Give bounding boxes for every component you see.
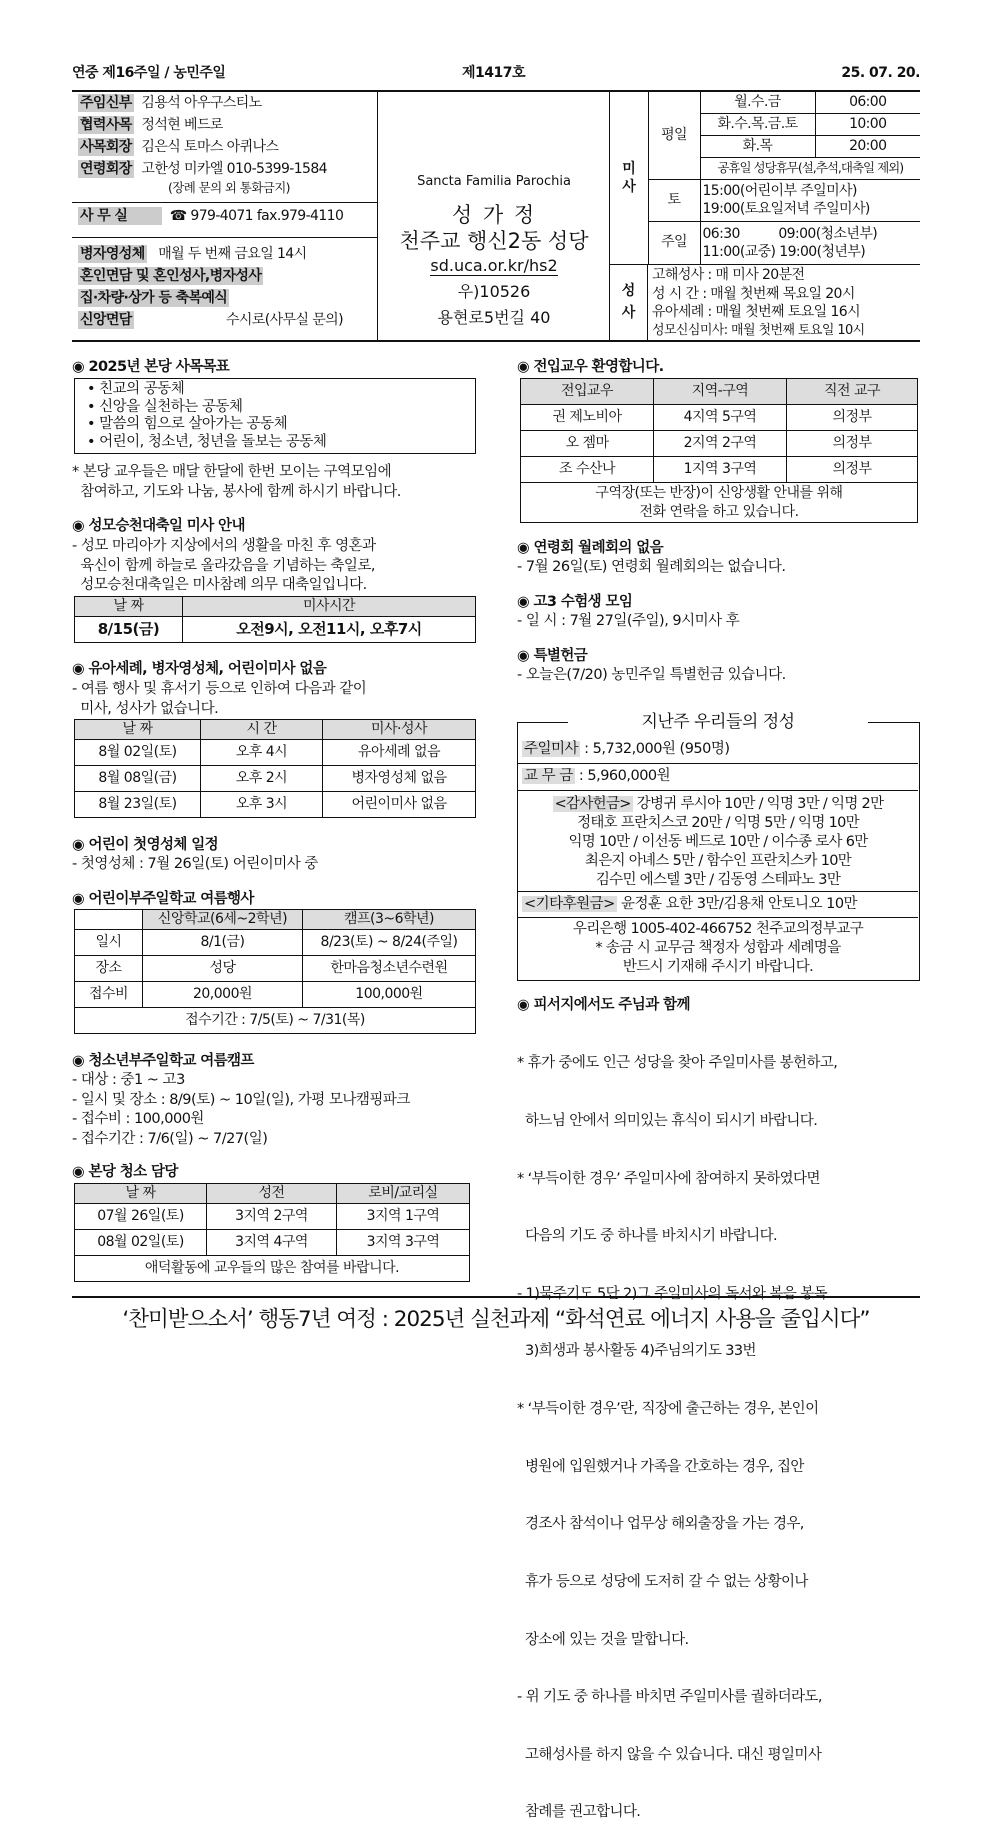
table-cell: 병자영성체 없음	[323, 766, 476, 792]
staff-value: 정석현 베드로	[141, 117, 223, 133]
table-row	[75, 982, 476, 1008]
table-row	[521, 457, 918, 483]
summer-line: 병원에 입원했거나 가족을 간호하는 경우, 집안	[517, 1458, 804, 1475]
table-cell: 일시	[75, 930, 143, 956]
assumption-text	[72, 537, 376, 596]
mass-saturday-label: 토	[648, 179, 700, 221]
council-text: - 7월 26일(토) 연령회 월례회의는 없습니다.	[517, 559, 786, 575]
staff-column	[72, 92, 378, 340]
table-header: 전입교우	[521, 379, 654, 405]
table-row	[75, 740, 476, 766]
communion-title: ◉ 어린이 첫영성체 일정	[72, 837, 219, 853]
table-cell: 성당	[143, 956, 303, 982]
exam-title: ◉ 고3 수험생 모임	[517, 594, 633, 610]
table-cell: 의정부	[787, 457, 918, 483]
table-cell: 3지역 3구역	[337, 1230, 470, 1256]
special-title: ◉ 특별헌금	[517, 648, 588, 664]
mass-saturday-1: 15:00(어린이부 주일미사)	[702, 183, 857, 199]
table-cell: 8/23(토) ~ 8/24(주일)	[303, 930, 476, 956]
table-row	[75, 956, 476, 982]
staff-label: 연령회장	[80, 161, 132, 177]
assumption-line: - 성모 마리아가 지상에서의 생활을 마친 후 영혼과	[72, 538, 376, 554]
sacrament-label-seong: 성	[621, 283, 636, 299]
service-label: 신앙면담	[80, 312, 132, 328]
assumption-line: 성모승천대축일은 미사참례 의무 대축일입니다.	[72, 577, 367, 593]
summer-line: 참례를 권고합니다.	[517, 1804, 641, 1821]
assumption-line: 육신이 함께 하늘로 올라갔음을 기념하는 축일로,	[72, 557, 376, 574]
summer-title: ◉ 피서지에서도 주님과 함께	[517, 997, 690, 1013]
offering-bank-line: * 송금 시 교무금 책정자 성함과 세례명을	[595, 940, 841, 956]
table-cell: 어린이미사 없음	[323, 792, 476, 818]
parish-address: 용현로5번길 40	[437, 308, 551, 327]
table-row	[75, 1204, 470, 1230]
staff-label: 사목회장	[80, 139, 132, 155]
mass-time: 10:00	[815, 113, 920, 135]
nomass-line: 미사, 성사가 없습니다.	[72, 700, 219, 717]
offering-bank-line: 반드시 기재해 주시기 바랍니다.	[622, 959, 814, 975]
table-header: 날 짜	[75, 1184, 207, 1204]
welcome-note-line: 전화 연락을 하고 있습니다.	[639, 503, 799, 520]
parish-full-name: 천주교 행신2동 성당	[399, 229, 589, 253]
table-cell: 한마음청소년수련원	[303, 956, 476, 982]
sacrament-line: 성 시 간 : 매월 첫번째 목요일 20시	[652, 285, 855, 302]
table-row	[75, 930, 476, 956]
goal-note-line: 참여하고, 기도와 나눔, 봉사에 함께 하시기 바랍니다.	[72, 483, 401, 500]
offering-thanks-line: 김수민 에스텔 3만 / 김동영 스테파노 3만	[595, 872, 841, 888]
summer-line: 하느님 안에서 의미있는 휴식이 되시기 바랍니다.	[517, 1113, 818, 1130]
summer-line: - 1)묵주기도 5단 2)그 주일미사의 독서와 복음 봉독	[517, 1285, 828, 1302]
table-cell: 2지역 2구역	[654, 431, 787, 457]
staff-label: 협력사목	[80, 117, 132, 133]
welcome-table	[520, 378, 918, 523]
footer-divider	[72, 1296, 920, 1298]
table-header: 날 짜	[75, 597, 183, 617]
offering-dues-label: 교 무 금	[524, 768, 573, 784]
nomass-title: ◉ 유아세례, 병자영성체, 어린이미사 없음	[72, 661, 327, 677]
offering-other-label: <기타후원금>	[524, 896, 615, 912]
table-cell: 권 제노비아	[521, 405, 654, 431]
cleaning-table	[74, 1183, 470, 1282]
goal-note	[72, 463, 401, 502]
table-header: 시 간	[201, 720, 323, 740]
kids-period: 접수기간 : 7/5(토) ~ 7/31(목)	[75, 1008, 476, 1034]
table-cell: 의정부	[787, 405, 918, 431]
table-header: 미사·성사	[323, 720, 476, 740]
sacrament-line: 성모신심미사: 매월 첫번째 토요일 10시	[652, 322, 865, 338]
goal-item: • 말씀의 힘으로 살아가는 공동체	[87, 416, 288, 432]
goal-note-line: * 본당 교우들은 매달 한달에 한번 모이는 구역모임에	[72, 464, 392, 480]
offering-sunday: : 5,732,000원 (950명)	[580, 741, 730, 757]
issue-number: 제1417호	[462, 65, 526, 81]
summer-line: 다음의 기도 중 하나를 바치시기 바랍니다.	[517, 1228, 777, 1245]
staff-value: 고한성 미카엘 010-5399-1584	[141, 161, 327, 177]
table-cell: 8월 02일(토)	[75, 740, 201, 766]
table-cell: 07월 26일(토)	[75, 1204, 207, 1230]
parish-url[interactable]	[378, 256, 610, 277]
table-cell: 유아세례 없음	[323, 740, 476, 766]
sacrament-lines	[652, 266, 865, 340]
table-header: 캠프(3~6학년)	[303, 910, 476, 930]
goal-item: • 어린이, 청소년, 청년을 돌보는 공동체	[87, 433, 327, 450]
table-header: 날 짜	[75, 720, 201, 740]
mass-holiday-note: 공휴일 성당휴무(설,추석,대축일 제외)	[700, 157, 920, 179]
table-cell: 오후 3시	[201, 792, 323, 818]
offering-thanks-line: 최은지 아녜스 5만 / 함수인 프란치스카 10만	[584, 853, 852, 869]
parish-name: 성 가 정	[451, 203, 537, 227]
table-cell: 8월 23일(토)	[75, 792, 201, 818]
service-value: 매월 두 번째 금요일 14시	[158, 246, 307, 262]
table-row	[75, 792, 476, 818]
staff-value: 김용석 아우구스티노	[141, 95, 262, 111]
youth-line: - 일시 및 장소 : 8/9(토) ~ 10일(일), 가평 모나캠핑파크	[72, 1091, 410, 1108]
staff-label: 주임신부	[80, 95, 132, 111]
table-row	[75, 1230, 470, 1256]
table-header: 미사시간	[183, 597, 476, 617]
parish-url-link[interactable]: sd.uca.or.kr/hs2	[430, 256, 558, 275]
mass-table	[610, 92, 920, 265]
office-phone: ☎ 979-4071 fax.979-4110	[169, 208, 344, 224]
table-header: 직전 교구	[787, 379, 918, 405]
parish-info-box	[72, 90, 920, 342]
summer-line: * ‘부득이한 경우’ 주일미사에 참여하지 못하였다면	[517, 1170, 820, 1187]
table-cell: 100,000원	[303, 982, 476, 1008]
nomass-line: - 여름 행사 및 휴서기 등으로 인하여 다음과 같이	[72, 681, 367, 697]
table-row	[521, 405, 918, 431]
nomass-text	[72, 680, 366, 719]
offering-thanks-line: 강병귀 루시아 10만 / 익명 3만 / 익명 2만	[632, 796, 884, 812]
staff-value: 김은식 토마스 아퀴나스	[141, 139, 279, 155]
issue-header	[72, 64, 920, 86]
youth-line: - 접수기간 : 7/6(일) ~ 7/27(일)	[72, 1130, 268, 1147]
summer-line: 고해성사를 하지 않을 수 있습니다. 대신 평일미사	[517, 1746, 822, 1763]
welcome-note-line: 구역장(또는 반장)이 신앙생활 안내를 위해	[595, 484, 843, 501]
table-header: 성전	[207, 1184, 337, 1204]
goal-item: • 친교의 공동체	[87, 381, 185, 397]
offering-dues: : 5,960,000원	[574, 768, 671, 784]
table-row	[75, 766, 476, 792]
nomass-table	[74, 719, 476, 818]
welcome-title: ◉ 전입교우 환영합니다.	[517, 359, 664, 375]
summer-line: - 위 기도 중 하나를 바치면 주일미사를 궐하더라도,	[517, 1689, 822, 1706]
mass-sunday-2: 11:00(교중) 19:00(청년부)	[702, 243, 866, 260]
table-cell: 20,000원	[143, 982, 303, 1008]
summer-line: 3)희생과 봉사활동 4)주님의기도 33번	[517, 1343, 756, 1360]
council-title: ◉ 연령회 월례회의 없음	[517, 540, 664, 556]
issue-date: 25. 07. 20.	[841, 65, 920, 81]
offering-thanks-label: <감사헌금>	[554, 796, 631, 812]
assumption-title: ◉ 성모승천대축일 미사 안내	[72, 518, 245, 534]
table-cell: 접수비	[75, 982, 143, 1008]
assumption-times: 오전9시, 오전11시, 오후7시	[183, 617, 476, 643]
table-header: 로비/교리실	[337, 1184, 470, 1204]
table-cell: 3지역 1구역	[337, 1204, 470, 1230]
mass-schedule-column	[610, 92, 920, 340]
parish-zip: 우)10526	[457, 282, 531, 301]
summer-text	[517, 1016, 837, 1842]
goal-item: • 신앙을 실천하는 공동체	[87, 398, 243, 415]
summer-line: * 휴가 중에도 인근 성당을 찾아 주일미사를 봉헌하고,	[517, 1055, 838, 1072]
offering-thanks	[518, 795, 918, 890]
table-cell: 의정부	[787, 431, 918, 457]
goal-box	[74, 378, 476, 454]
table-header: 지역-구역	[654, 379, 787, 405]
communion-text: - 첫영성체 : 7월 26일(토) 어린이미사 중	[72, 856, 318, 872]
summer-line: 경조사 참석이나 업무상 해외출장을 가는 경우,	[517, 1516, 804, 1533]
summer-line: 휴가 등으로 성당에 도저히 갈 수 없는 상황이나	[517, 1573, 808, 1590]
table-cell: 오후 2시	[201, 766, 323, 792]
sacrament-line: 고해성사 : 매 미사 20분전	[652, 267, 805, 283]
kids-title: ◉ 어린이부주일학교 여름행사	[72, 891, 254, 907]
week-title: 연중 제16주일 / 농민주일	[72, 65, 226, 81]
offering-bank-line: 우리은행 1005-402-466752 천주교의정부교구	[572, 921, 864, 937]
service-label: 병자영성체	[80, 246, 145, 262]
offering-thanks-line: 익명 10만 / 이선동 베드로 10만 / 이수종 로사 6만	[568, 834, 868, 850]
sacrament-line: 유아세례 : 매월 첫번째 토요일 16시	[652, 304, 860, 320]
mass-saturday-2: 19:00(토요일저녁 주일미사)	[702, 201, 870, 217]
mass-time: 06:00	[815, 92, 920, 113]
service-value: 수시로(사무실 문의)	[226, 312, 343, 328]
table-cell: 4지역 5구역	[654, 405, 787, 431]
kids-table	[74, 909, 476, 1034]
mass-day: 화.수.목.금.토	[700, 113, 815, 135]
cleaning-note: 애덕활동에 교우들의 많은 참여를 바랍니다.	[75, 1256, 470, 1282]
assumption-date: 8/15(금)	[75, 617, 183, 643]
office-label: 사 무 실	[78, 207, 162, 225]
table-header	[75, 910, 143, 930]
table-cell: 1지역 3구역	[654, 457, 787, 483]
sacrament-label-sa: 사	[621, 305, 636, 321]
mass-time: 20:00	[815, 135, 920, 157]
exam-text: - 일 시 : 7월 27일(주일), 9시미사 후	[517, 613, 740, 629]
assumption-table	[74, 596, 476, 643]
table-cell: 08월 02일(토)	[75, 1230, 207, 1256]
offering-title: 지난주 우리들의 정성	[568, 711, 868, 733]
table-cell: 장소	[75, 956, 143, 982]
offering-bank	[518, 920, 918, 977]
youth-line: - 대상 : 중1 ~ 고3	[72, 1072, 185, 1088]
mass-label-mi: 미	[622, 160, 636, 177]
footer-slogan: ‘찬미받으소서’ 행동7년 여정 : 2025년 실천과제 “화석연료 에너지 사용을 줄입시다”	[122, 1307, 870, 1332]
offering-box	[517, 712, 920, 981]
table-cell: 3지역 2구역	[207, 1204, 337, 1230]
table-cell: 오후 4시	[201, 740, 323, 766]
table-cell: 8/1(금)	[143, 930, 303, 956]
mass-sunday-1: 06:30 09:00(청소년부)	[702, 225, 878, 242]
table-cell: 8월 08일(금)	[75, 766, 201, 792]
mass-day: 화.목	[700, 135, 815, 157]
special-text: - 오늘은(7/20) 농민주일 특별헌금 있습니다.	[517, 667, 786, 683]
offering-sunday-label: 주일미사	[524, 741, 579, 757]
summer-line: * ‘부득이한 경우’란, 직장에 출근하는 경우, 본인이	[517, 1401, 819, 1418]
summer-line: 장소에 있는 것을 말합니다.	[517, 1631, 689, 1648]
table-header: 신앙학교(6세~2학년)	[143, 910, 303, 930]
service-label: 집·차량·상가 등 축복예식	[80, 290, 228, 306]
offering-other: 윤정훈 요한 3만/김용채 안토니오 10만	[616, 896, 858, 912]
youth-title: ◉ 청소년부주일학교 여름캠프	[72, 1053, 254, 1069]
table-cell: 3지역 4구역	[207, 1230, 337, 1256]
mass-label-sa: 사	[622, 178, 636, 195]
cleaning-title: ◉ 본당 청소 담당	[72, 1164, 178, 1180]
mass-weekday-label: 평일	[648, 92, 700, 179]
parish-latin: Sancta Familia Parochia	[417, 174, 571, 189]
table-row	[521, 431, 918, 457]
staff-note: (장례 문의 외 통화금지)	[168, 180, 290, 195]
mass-day: 월.수.금	[700, 92, 815, 113]
parish-name-column	[378, 92, 610, 340]
service-label: 혼인면담 및 혼인성사,병자성사	[80, 268, 262, 284]
goal-title: ◉ 2025년 본당 사목목표	[72, 359, 230, 375]
offering-thanks-line: 정태호 프란치스코 20만 / 익명 5만 / 익명 10만	[577, 815, 859, 831]
mass-sunday-label: 주일	[648, 221, 700, 264]
table-cell: 오 젬마	[521, 431, 654, 457]
sacrament-label	[610, 264, 648, 342]
youth-text	[72, 1071, 410, 1149]
table-cell: 조 수산나	[521, 457, 654, 483]
youth-line: - 접수비 : 100,000원	[72, 1111, 204, 1127]
